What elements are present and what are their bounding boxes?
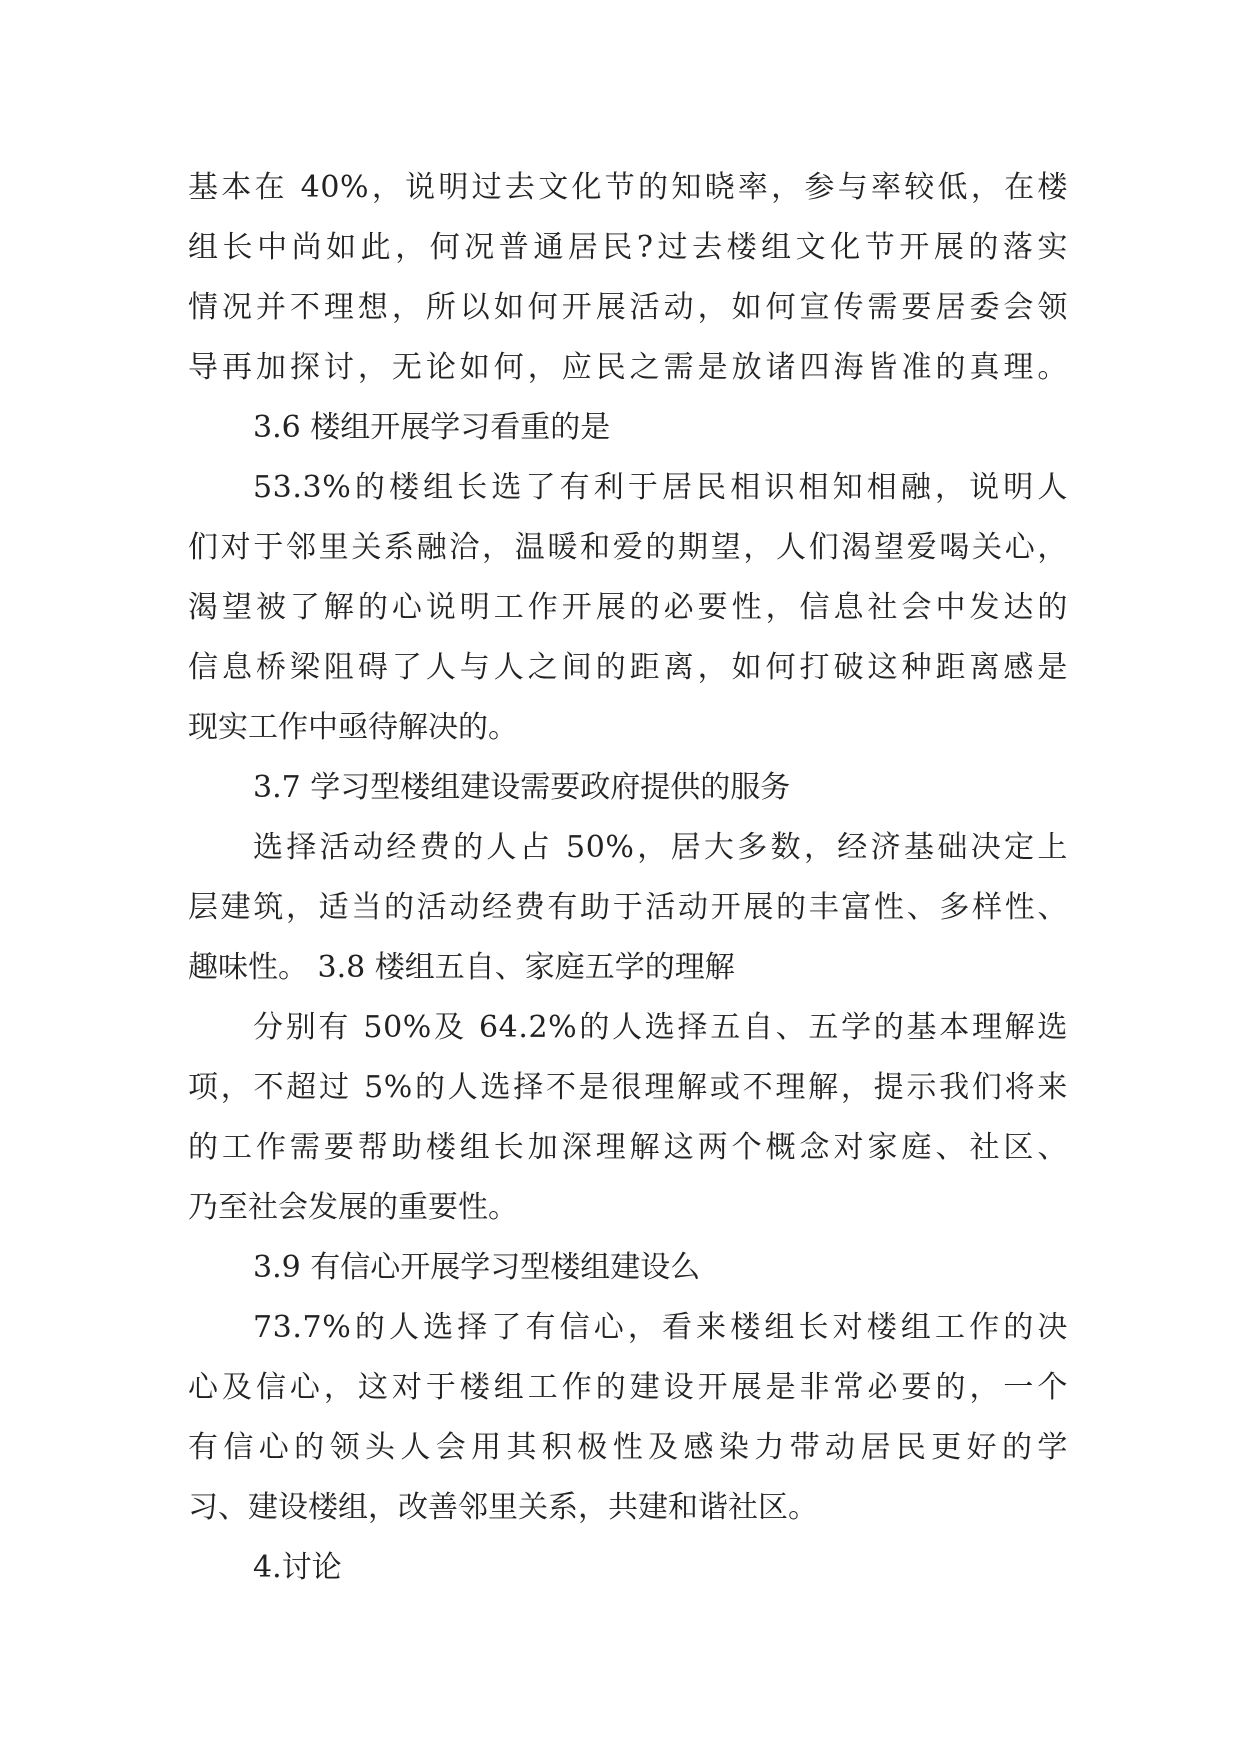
paragraph-line: 基本在 40%，说明过去文化节的知晓率，参与率较低，在楼 xyxy=(188,170,1068,205)
paragraph-line: 们对于邻里关系融洽，温暖和爱的期望，人们渴望爱喝关心， xyxy=(188,530,1068,565)
paragraph-line: 心及信心，这对于楼组工作的建设开展是非常必要的，一个 xyxy=(188,1370,1068,1405)
section-heading-3-7: 3.7 学习型楼组建设需要政府提供的服务 xyxy=(253,770,791,805)
document-body xyxy=(188,158,1068,1598)
paragraph-line: 分别有 50%及 64.2%的人选择五自、五学的基本理解选 xyxy=(253,1010,1068,1045)
paragraph-line: 选择活动经费的人占 50%，居大多数，经济基础决定上 xyxy=(253,830,1068,865)
paragraph-line: 有信心的领头人会用其积极性及感染力带动居民更好的学 xyxy=(188,1430,1068,1465)
section-heading-3-9: 3.9 有信心开展学习型楼组建设么 xyxy=(253,1250,701,1285)
paragraph-line: 53.3%的楼组长选了有利于居民相识相知相融，说明人 xyxy=(253,470,1068,505)
paragraph-line: 信息桥梁阻碍了人与人之间的距离，如何打破这种距离感是 xyxy=(188,650,1068,685)
paragraph-line: 现实工作中亟待解决的。 xyxy=(188,710,518,745)
paragraph-line: 习、建设楼组，改善邻里关系，共建和谐社区。 xyxy=(188,1490,818,1525)
paragraph-line: 73.7%的人选择了有信心，看来楼组长对楼组工作的决 xyxy=(253,1310,1068,1345)
paragraph-line: 乃至社会发展的重要性。 xyxy=(188,1190,518,1225)
paragraph-line: 组长中尚如此，何况普通居民?过去楼组文化节开展的落实 xyxy=(188,230,1068,265)
section-heading-3-6: 3.6 楼组开展学习看重的是 xyxy=(253,410,611,445)
section-heading-4: 4.讨论 xyxy=(253,1550,342,1585)
paragraph-line: 层建筑，适当的活动经费有助于活动开展的丰富性、多样性、 xyxy=(188,890,1068,925)
paragraph-line-with-heading-3-8: 趣味性。 3.8 楼组五自、家庭五学的理解 xyxy=(188,950,735,985)
paragraph-line: 渴望被了解的心说明工作开展的必要性，信息社会中发达的 xyxy=(188,590,1068,625)
paragraph-line: 的工作需要帮助楼组长加深理解这两个概念对家庭、社区、 xyxy=(188,1130,1068,1165)
paragraph-line: 项，不超过 5%的人选择不是很理解或不理解，提示我们将来 xyxy=(188,1070,1068,1105)
paragraph-line: 导再加探讨，无论如何，应民之需是放诸四海皆准的真理。 xyxy=(188,350,1068,385)
paragraph-line: 情况并不理想，所以如何开展活动，如何宣传需要居委会领 xyxy=(188,290,1068,325)
